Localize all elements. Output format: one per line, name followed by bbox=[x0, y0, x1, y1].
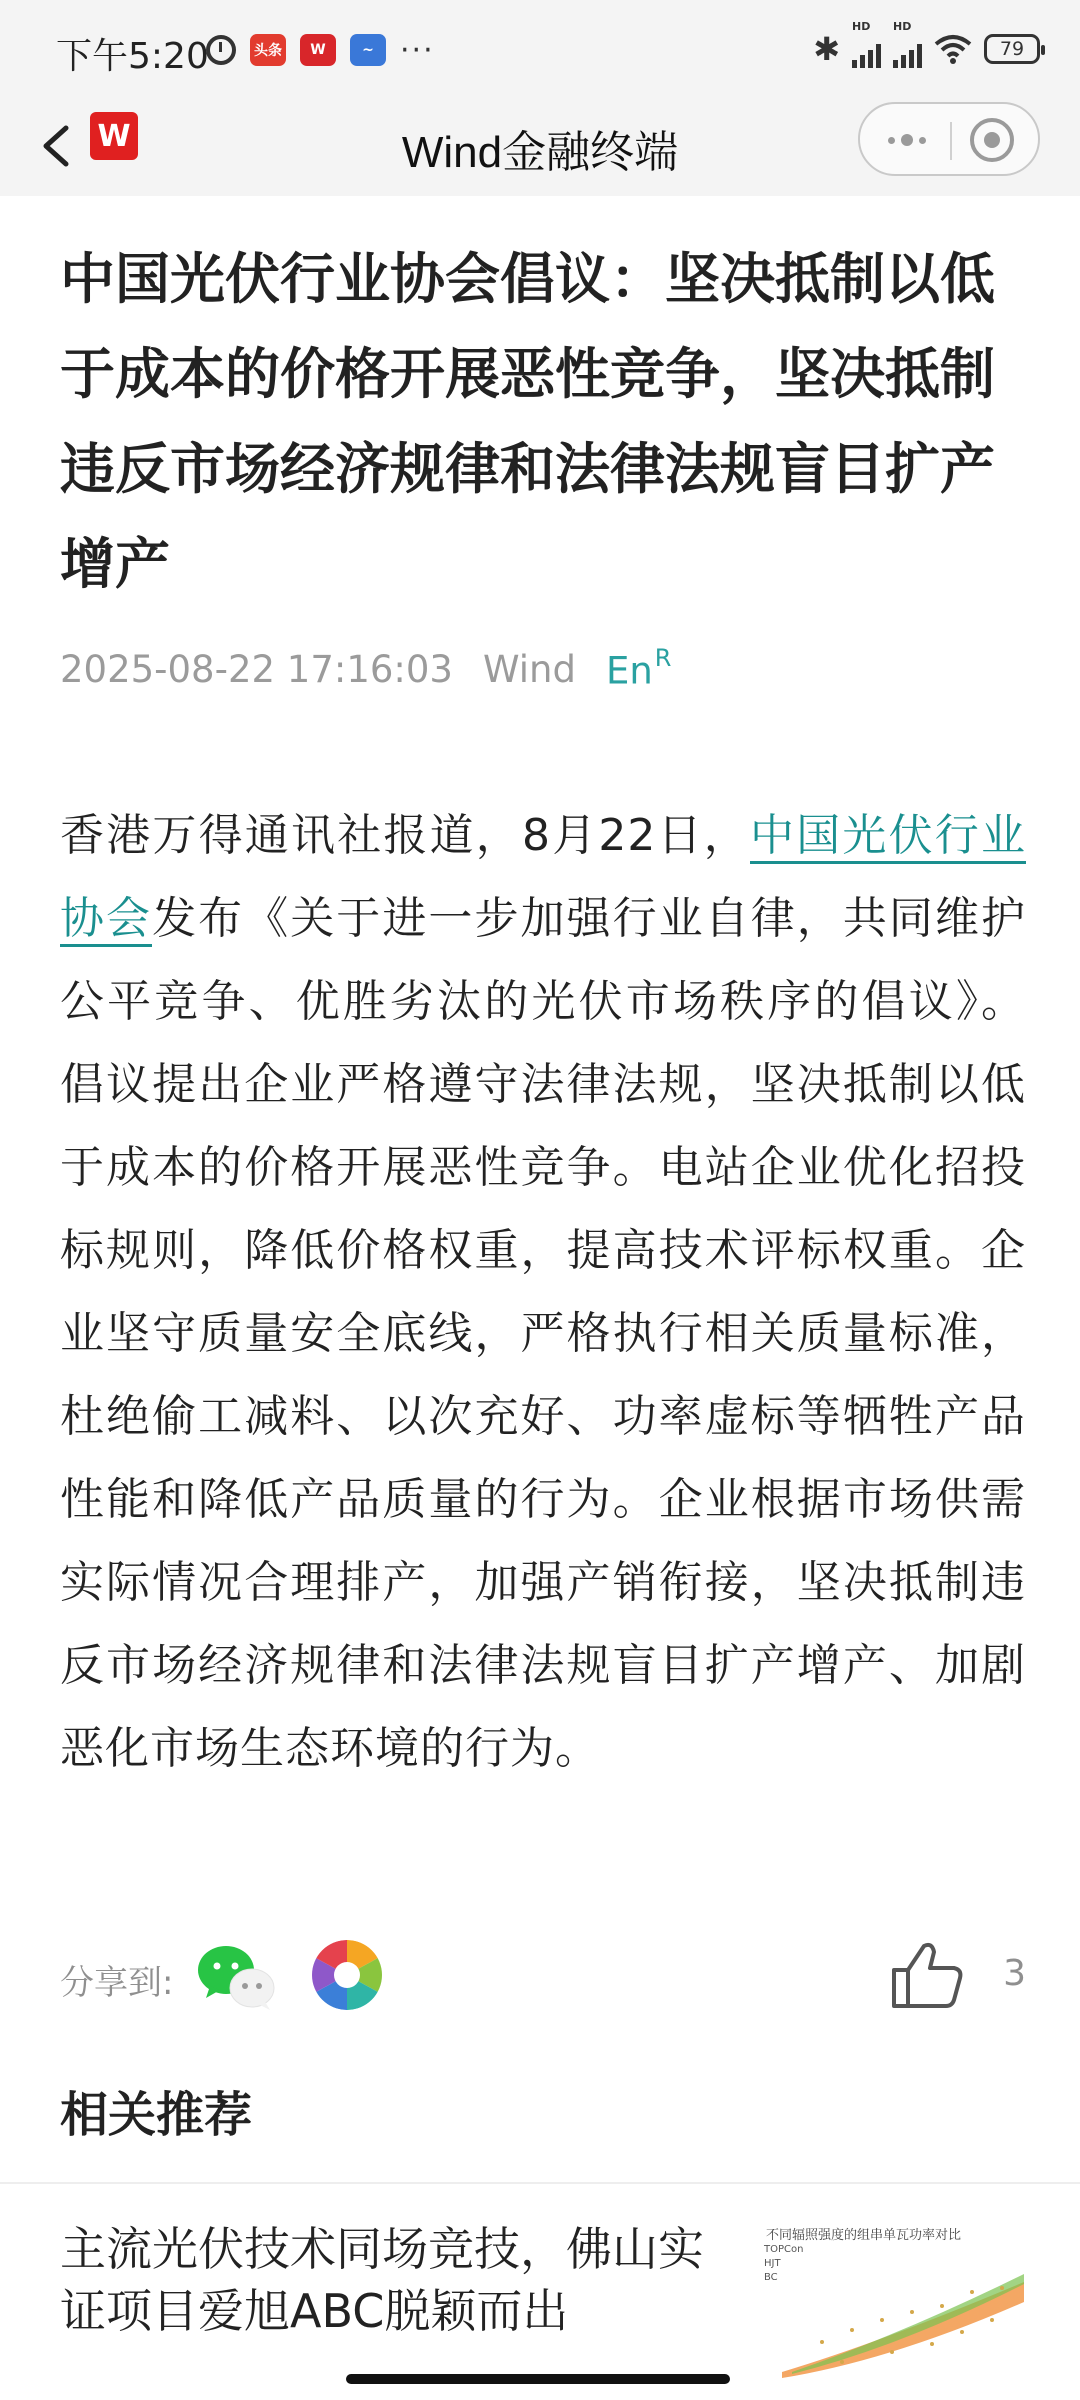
thumbs-up-icon bbox=[890, 1940, 964, 2010]
status-time: 下午5:20 bbox=[56, 36, 209, 77]
hd-label: HD bbox=[852, 20, 871, 33]
thumbnail-legend: HJT bbox=[764, 2258, 781, 2269]
wps-icon: W bbox=[300, 34, 336, 66]
english-toggle-sup: R bbox=[654, 644, 672, 672]
home-indicator[interactable] bbox=[346, 2374, 730, 2384]
system-icons bbox=[813, 20, 1040, 68]
like-button[interactable] bbox=[890, 1940, 964, 2010]
alarm-icon bbox=[206, 35, 236, 65]
capsule-divider bbox=[950, 122, 952, 160]
recommend-item[interactable] bbox=[0, 2184, 1080, 2400]
nav-bar bbox=[0, 98, 1080, 196]
association-link[interactable]: 中国光伏行业协会 bbox=[60, 810, 1026, 947]
english-toggle-label: En bbox=[605, 649, 653, 693]
notification-icons bbox=[206, 28, 435, 72]
more-menu-button[interactable] bbox=[888, 128, 948, 152]
miniapp-capsule bbox=[858, 102, 1040, 176]
recommend-heading: 相关推荐 bbox=[60, 2087, 253, 2143]
recommend-item-thumbnail bbox=[762, 2222, 1026, 2378]
wechat-share-button[interactable] bbox=[196, 1942, 276, 2012]
like-count: 3 bbox=[1003, 1953, 1026, 1994]
recommend-item-title: 主流光伏技术同场竞技，佛山实证项目爱旭ABC脱颖而出 bbox=[60, 2222, 704, 2338]
hd-label: HD bbox=[893, 20, 912, 33]
thumbnail-caption: 不同辐照强度的组串单瓦功率对比 bbox=[766, 2228, 962, 2243]
more-notifications-icon: ··· bbox=[400, 32, 435, 68]
signal-icon-1 bbox=[852, 20, 881, 68]
signal-icon-2 bbox=[893, 20, 922, 68]
weather-icon: ~ bbox=[350, 34, 386, 66]
wind-logo-icon: W bbox=[90, 112, 138, 160]
article-meta bbox=[60, 644, 672, 693]
thumbnail-scatter-image bbox=[762, 2222, 1026, 2378]
page-title: Wind金融终端 bbox=[401, 128, 679, 177]
moments-icon bbox=[312, 1940, 382, 2010]
thumbnail-legend: TOPCon bbox=[764, 2244, 804, 2255]
status-bar bbox=[0, 0, 1080, 98]
article-source: Wind bbox=[482, 648, 576, 691]
article-headline: 中国光伏行业协会倡议：坚决抵制以低于成本的价格开展恶性竞争，坚决抵制违反市场经济规律和法律法规盲目扩产增产 bbox=[60, 247, 996, 596]
thumbnail-legend: BC bbox=[764, 2272, 778, 2283]
battery-icon: 79 bbox=[984, 34, 1040, 64]
wifi-icon bbox=[934, 34, 972, 64]
article-body bbox=[60, 794, 1026, 1790]
wechat-icon bbox=[196, 1942, 276, 2012]
bluetooth-icon: ✱ bbox=[813, 30, 840, 68]
share-bar bbox=[60, 1940, 1026, 2020]
english-toggle-button[interactable] bbox=[605, 644, 672, 693]
body-text: 发布《关于进一步加强行业自律，共同维护公平竞争、优胜劣汰的光伏市场秩序的倡议》。倡议提出企业严格遵守法律法规，坚决抵制以低于成本的价格开展恶性竞争。电站企业优化招投标规则，降低价格权重，提高技术评标权重。企业坚守质量安全底线，严格执行相关质量标准，杜绝偷工减料、以次充好、功率虚标等牺牲产品性能和降低产品质量的行为。企业根据市场供需实际情况合理排产，加强产销衔接，坚决抵制违反市场经济规律和法律法规盲目扩产增产、加剧恶化市场生态环境的行为。 bbox=[60, 893, 1027, 1774]
toutiao-icon: 头条 bbox=[250, 34, 286, 66]
moments-share-button[interactable] bbox=[312, 1940, 382, 2010]
article-datetime: 2025-08-22 17:16:03 bbox=[60, 648, 453, 691]
body-prefix: 香港万得通讯社报道，8月22日， bbox=[60, 810, 750, 861]
close-miniapp-button[interactable] bbox=[970, 118, 1014, 162]
share-label: 分享到: bbox=[60, 1963, 174, 2003]
